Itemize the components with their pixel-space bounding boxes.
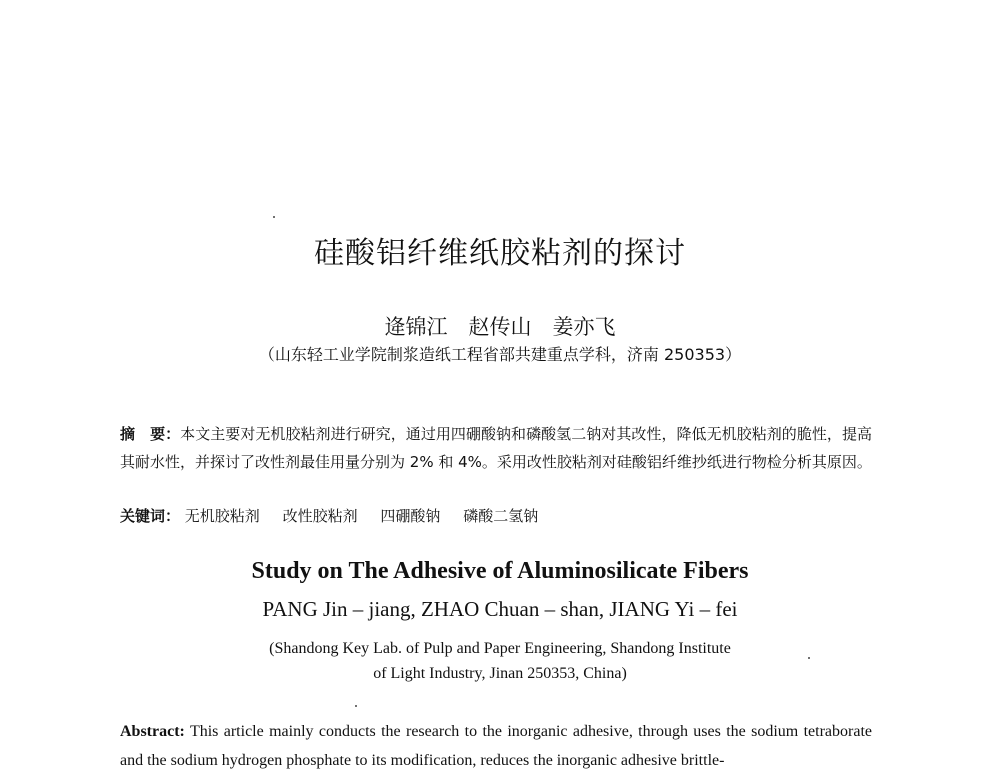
english-affiliation-line: of Light Industry, Jinan 250353, China) <box>373 665 627 682</box>
english-abstract-text: This article mainly conducts the research to the inorganic adhesive, through uses the sodium tetraborate and the sodium hydrogen phosphate to its modification, reduces the inorganic adhesive brittle- <box>120 723 872 769</box>
keyword-item: 四硼酸钠 <box>380 507 441 525</box>
english-affiliation <box>0 636 1000 686</box>
english-authors: PANG Jin – jiang, ZHAO Chuan – shan, JIANG Yi – fei <box>262 597 738 621</box>
scan-speck <box>355 705 357 707</box>
english-affiliation-line: (Shandong Key Lab. of Pulp and Paper Engineering, Shandong Institute <box>269 640 731 657</box>
chinese-keywords-label: 关键词： <box>120 507 181 525</box>
keyword-item: 磷酸二氢钠 <box>463 507 539 525</box>
chinese-keywords <box>120 503 872 529</box>
english-title: Study on The Adhesive of Aluminosilicate Fibers <box>251 558 749 584</box>
chinese-abstract <box>120 420 872 476</box>
chinese-authors: 逄锦江 赵传山 姜亦飞 <box>384 315 616 339</box>
keyword-item: 无机胶粘剂 <box>184 507 260 525</box>
english-abstract <box>120 717 872 775</box>
keyword-item: 改性胶粘剂 <box>282 507 358 525</box>
chinese-title: 硅酸铝纤维纸胶粘剂的探讨 <box>314 236 686 271</box>
chinese-abstract-text: 本文主要对无机胶粘剂进行研究，通过用四硼酸钠和磷酸氢二钠对其改性，降低无机胶粘剂的脆性，提高其耐水性，并探讨了改性剂最佳用量分别为 2% 和 4%。采用改性胶粘剂对硅酸铝纤维抄纸进行物检分析其原因。 <box>120 425 872 471</box>
scan-speck <box>273 216 275 218</box>
chinese-abstract-label: 摘 要： <box>120 425 181 443</box>
chinese-affiliation: （山东轻工业学院制浆造纸工程省部共建重点学科，济南 250353） <box>258 345 742 364</box>
scan-speck <box>808 657 810 659</box>
english-abstract-label: Abstract: <box>120 723 185 740</box>
